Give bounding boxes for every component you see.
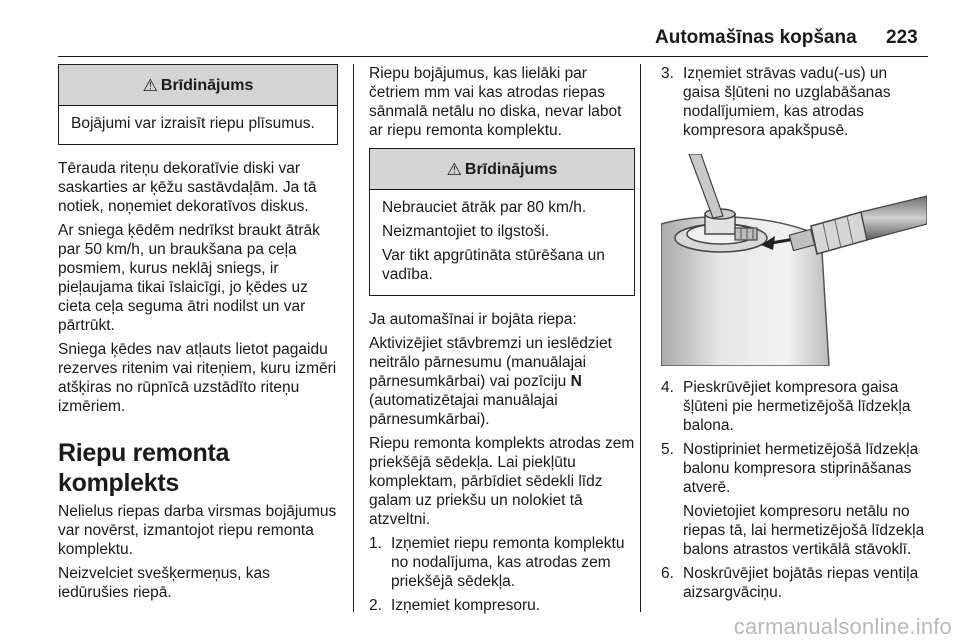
section-heading: Riepu remonta komplekts [58,439,230,497]
step-number: 6. [661,565,674,582]
compressor-hose-illustration [661,154,927,366]
paragraph: Nelielus riepas darba virsmas bojājumus var novērst, izmantojot riepu remonta komplektu. [58,503,337,558]
warning-header [59,65,337,106]
column-divider [353,64,354,612]
warning-body [59,106,337,144]
list-item [369,534,635,591]
step-number: 3. [661,65,674,82]
step-note: Novietojiet kompresoru netālu no riepas tā, lai hermetizējošā līdzekļa balons atrastos vertikālā stāvoklī. [683,503,925,558]
paragraph: Neizvelciet svešķermeņus, kas iedūrušies riepā. [58,565,270,601]
warning-body [370,190,634,295]
paragraph: Riepu remonta komplekts atrodas zem priekšējā sēdekļa. Lai piekļūtu komplektam, pārbīdiet sēdekli līdz galam uz priekšu un nolokiet tā atzveltni. [369,435,635,528]
page-header-title: Automašīnas kopšana [655,27,857,48]
list-item [661,440,927,559]
gear-position-label: N [570,373,582,390]
warning-text: Bojājumi var izraisīt riepu plīsumus. [71,115,315,132]
list-item [661,64,927,140]
list-item [661,564,927,602]
paragraph [369,334,635,429]
left-column [58,64,338,607]
step-number: 4. [661,379,674,396]
paragraph: Ja automašīnai ir bojāta riepa: [369,311,577,328]
right-column [661,64,927,607]
step-list [661,64,927,140]
warning-box [58,64,338,145]
step-number: 5. [661,441,674,458]
warning-triangle-icon: ⚠ [446,159,462,179]
page-number: 223 [886,27,918,48]
list-item [369,596,635,615]
warning-line: Var tikt apgrūtināta stūrēšana un vadība. [382,247,605,283]
paragraph-text: Aktivizējiet stāvbremzi un ieslēdziet neitrālo pārnesumu (manuālajai pārnesumkārbai) vai pozīciju [369,335,612,390]
paragraph: Ar sniega ķēdēm nedrīkst braukt ātrāk par 50 km/h, un braukšana pa ceļa posmiem, kurus neklāj sniegs, ir pieļaujama tikai īslaicīgi, jo ķēdes uz cieta ceļa seguma ātri nodilst un var pārtrūkt. [58,222,320,334]
list-item [661,378,927,435]
warning-triangle-icon: ⚠ [142,75,158,95]
paragraph-text: (automatizētajai manuālajai pārnesumkārbai). [369,392,558,428]
step-text: Pieskrūvējiet kompresora gaisa šļūteni pie hermetizējošā līdzekļa balona. [683,379,911,434]
warning-line: Nebrauciet ātrāk par 80 km/h. [382,199,587,216]
warning-header [370,149,634,190]
paragraph: Sniega ķēdes nav atļauts lietot pagaidu rezerves ritenim vai riteņiem, kuru izmēri atšķiras no rūpnīcā uzstādīto riteņu izmēriem. [58,341,337,415]
watermark: carmanualsonline.info [733,614,952,639]
hose-connection-drawing [661,154,927,366]
step-list [369,534,635,615]
step-number: 1. [369,535,382,552]
step-text: Izņemiet strāvas vadu(-us) un gaisa šļūteni no uzglabāšanas nodalījumiem, kas atrodas kompresora apakšpusē. [683,65,891,139]
warning-title: Brīdinājums [464,160,558,178]
step-list [661,378,927,602]
step-text: Izņemiet kompresoru. [391,597,541,614]
step-text: Noskrūvējiet bojātās riepas ventiļa aizsargvāciņu. [683,565,919,601]
paragraph: Riepu bojājumus, kas lielāki par četriem mm vai kas atrodas riepas sānmalā netālu no diska, nevar labot ar riepu remonta komplektu. [369,65,622,139]
paragraph: Tērauda riteņu dekoratīvie diski var saskarties ar ķēžu sastāvdaļām. Ja tā notiek, noņemiet dekoratīvos diskus. [58,160,317,215]
step-number: 2. [369,597,382,614]
middle-column [369,64,635,620]
header-rule [58,56,928,57]
step-text: Izņemiet riepu remonta komplektu no nodalījuma, kas atrodas zem priekšējā sēdekļa. [391,535,625,590]
warning-title: Brīdinājums [160,76,254,94]
column-divider [640,64,641,612]
warning-line: Neizmantojiet to ilgstoši. [382,223,550,240]
step-text: Nostipriniet hermetizējošā līdzekļa balonu kompresora stiprināšanas atverē. [683,441,919,496]
warning-box [369,148,635,296]
